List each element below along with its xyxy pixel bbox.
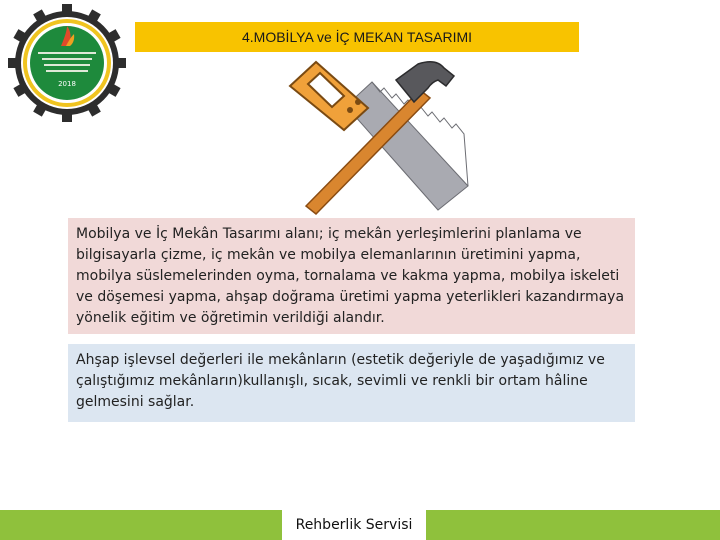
definition-paragraph: Mobilya ve İç Mekân Tasarımı alanı; iç mekân yerleşimlerini planlama ve bilgisayarla çizme, iç mekân ve mobilya elemanlarının üretimini yapma, mobilya süslemelerinden oyma, tornalama ve kakma yapma, mobilya iskeleti ve döşemesi yapma, ahşap doğrama üretimi yapma yeterlikleri kazandırmaya yönelik eğitim ve öğretimin verildiği alandır. [76,226,625,326]
logo-year: 2018 [58,80,76,88]
definition-box [68,218,635,334]
saw-and-hammer-icon [268,58,478,218]
footer-label: Rehberlik Servisi [282,510,426,540]
school-emblem-icon [6,4,128,122]
page-title: 4.MOBİLYA ve İÇ MEKAN TASARIMI [241,29,473,45]
school-logo [6,4,128,122]
footer-bar [0,510,720,540]
benefit-box [68,344,635,422]
page-title-bar [135,22,579,52]
benefit-paragraph: Ahşap işlevsel değerleri ile mekânların (estetik değeriyle de yaşadığımız ve çalıştığımız mekânların)kullanışlı, sıcak, sevimli ve renkli bir ortam hâline gelmesini sağlar. [76,352,605,410]
tools-illustration [268,58,478,218]
